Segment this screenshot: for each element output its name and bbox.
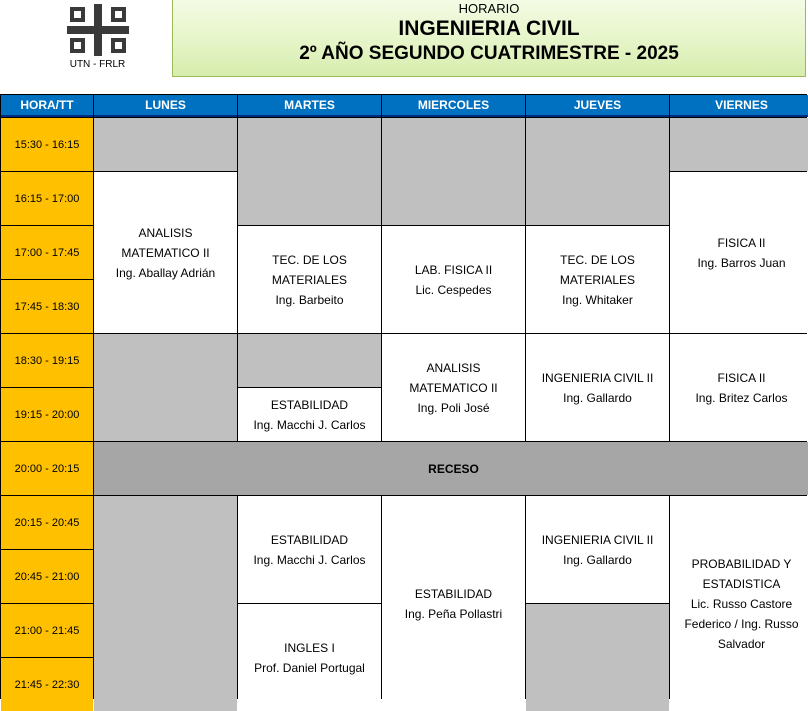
- class-cell-miercoles-estabilidad: [382, 496, 525, 711]
- time-slot: 17:45 - 18:30: [1, 280, 93, 333]
- class-teacher: Ing. Gallardo: [563, 390, 632, 405]
- class-cell-miercoles-analisis: [382, 334, 525, 441]
- class-cell-jueves-ingenieria: [526, 334, 669, 441]
- class-teacher: Ing. Barros Juan: [697, 255, 786, 270]
- schedule-table: [0, 94, 807, 699]
- time-slot: 17:00 - 17:45: [1, 226, 93, 279]
- class-subject: ANALISIS MATEMATICO II: [121, 225, 210, 260]
- class-teacher: Ing. Britez Carlos: [695, 390, 788, 405]
- class-subject: ESTABILIDAD: [414, 586, 493, 601]
- time-slot: 16:15 - 17:00: [1, 172, 93, 225]
- class-subject: LAB. FISICA II: [414, 262, 493, 277]
- class-teacher: Ing. Aballay Adrián: [115, 265, 216, 280]
- class-cell-viernes-fisica-2: [670, 334, 808, 441]
- utn-logo-icon: [67, 4, 129, 56]
- class-cell-martes-tec: [238, 226, 381, 333]
- class-subject: FISICA II: [717, 235, 766, 250]
- time-slot: 21:00 - 21:45: [1, 604, 93, 657]
- header-top-line: HORARIO: [458, 1, 520, 16]
- column-header-martes: MARTES: [238, 95, 381, 117]
- time-slot: 20:45 - 21:00: [1, 550, 93, 603]
- class-teacher: Ing. Macchi J. Carlos: [253, 552, 366, 567]
- class-teacher: Lic. Cespedes: [415, 282, 492, 297]
- logo-block: [26, 0, 169, 78]
- class-subject: INGENIERIA CIVIL II: [541, 532, 654, 547]
- receso-bar: RECESO: [94, 442, 808, 495]
- class-subject: ANALISIS MATEMATICO II: [409, 360, 498, 395]
- class-teacher: Ing. Barbeito: [275, 292, 344, 307]
- title-block: [172, 0, 806, 77]
- time-slot: 19:15 - 20:00: [1, 388, 93, 441]
- free-slot: [670, 118, 808, 171]
- class-teacher: Ing. Macchi J. Carlos: [253, 417, 366, 432]
- time-slot: 18:30 - 19:15: [1, 334, 93, 387]
- class-cell-viernes-probabilidad: [670, 496, 808, 711]
- class-subject: ESTABILIDAD: [270, 397, 349, 412]
- class-teacher: Ing. Poli José: [417, 400, 490, 415]
- class-subject: PROBABILIDAD Y ESTADISTICA: [691, 556, 792, 591]
- class-cell-viernes-fisica: [670, 172, 808, 333]
- page-title: INGENIERIA CIVIL: [398, 17, 580, 40]
- free-slot: [238, 118, 381, 225]
- column-header-jueves: JUEVES: [526, 95, 669, 117]
- free-slot: [94, 334, 237, 441]
- column-header-viernes: VIERNES: [670, 95, 808, 117]
- class-cell-miercoles-lab: [382, 226, 525, 333]
- class-subject: FISICA II: [717, 370, 766, 385]
- logo-caption: UTN - FRLR: [69, 59, 126, 70]
- column-header-miercoles: MIERCOLES: [382, 95, 525, 117]
- class-cell-jueves-ingenieria-2: [526, 496, 669, 603]
- column-header-lunes: LUNES: [94, 95, 237, 117]
- class-subject: INGENIERIA CIVIL II: [541, 370, 654, 385]
- free-slot: [94, 496, 237, 711]
- class-subject: TEC. DE LOS MATERIALES: [271, 252, 348, 287]
- free-slot: [382, 118, 525, 225]
- class-cell-martes-estabilidad: [238, 388, 381, 441]
- free-slot: [94, 118, 237, 171]
- page-subtitle: 2º AÑO SEGUNDO CUATRIMESTRE - 2025: [299, 43, 679, 64]
- time-slot: 20:15 - 20:45: [1, 496, 93, 549]
- class-cell-martes-ingles: [238, 604, 381, 711]
- free-slot: [238, 334, 381, 387]
- class-subject: TEC. DE LOS MATERIALES: [559, 252, 636, 287]
- class-teacher: Ing. Whitaker: [562, 292, 633, 307]
- class-cell-lunes-analisis: [94, 172, 237, 333]
- class-cell-martes-estabilidad-2: [238, 496, 381, 603]
- free-slot: [526, 118, 669, 225]
- time-slot: 21:45 - 22:30: [1, 658, 93, 711]
- class-subject: INGLES I: [284, 640, 335, 655]
- time-slot: 20:00 - 20:15: [1, 442, 93, 495]
- class-teacher: Prof. Daniel Portugal: [254, 660, 365, 675]
- class-cell-jueves-tec: [526, 226, 669, 333]
- class-teacher: Ing. Peña Pollastri: [404, 606, 503, 621]
- class-teacher: Lic. Russo Castore Federico / Ing. Russo Salvador: [684, 596, 799, 651]
- column-header-hora: HORA/TT: [1, 95, 93, 117]
- time-slot: 15:30 - 16:15: [1, 118, 93, 171]
- free-slot: [526, 604, 669, 711]
- class-teacher: Ing. Gallardo: [563, 552, 632, 567]
- class-subject: ESTABILIDAD: [270, 532, 349, 547]
